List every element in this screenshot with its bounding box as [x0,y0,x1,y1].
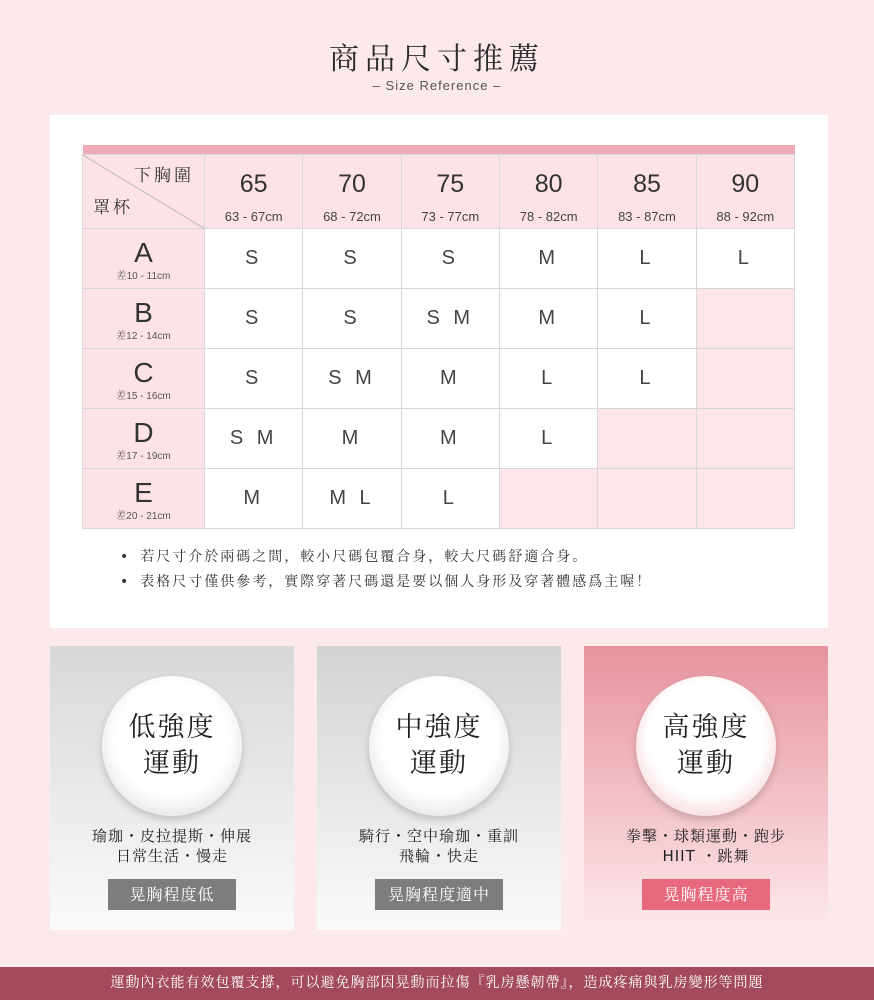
empty-cell [696,348,794,408]
intensity-circle [636,676,776,816]
band-range: 88 - 92cm [716,209,775,224]
activity-line: 拳擊・球類運動・跑步 [625,827,786,845]
size-cell: M [205,468,303,528]
cup-diff: 差17 - 19cm [116,450,171,462]
size-cell: L [401,468,499,528]
empty-cell [499,468,597,528]
cup-diff: 差15 - 16cm [116,390,171,402]
size-cell: M [499,228,597,288]
page-title: 商品尺寸推薦 [329,42,545,77]
empty-cell [696,408,794,468]
size-table [82,145,795,529]
bounce-level-badge: 晃胸程度高 [642,879,770,910]
empty-cell [598,408,696,468]
cup-letter: B [134,296,153,328]
size-cell: L [499,408,597,468]
band-header [598,154,696,228]
cup-diff: 差10 - 11cm [116,270,171,282]
empty-cell [696,288,794,348]
cup-cell [83,228,205,288]
intensity-title [369,710,509,782]
size-cell: S M [303,348,401,408]
cup-cell [83,288,205,348]
note-item: • 表格尺寸僅供參考，實際穿著尺碼還是要以個人身形及穿著體感爲主喔！ [120,570,652,595]
cup-diff: 差20 - 21cm [116,510,171,522]
band-range: 83 - 87cm [618,209,676,224]
band-header [401,154,499,228]
intensity-line2: 運動 [143,748,201,779]
cup-cell [83,348,205,408]
activity-list [584,826,828,866]
table-corner-cell [83,154,205,228]
size-cell: M L [303,468,401,528]
cup-letter: E [134,476,153,508]
empty-cell [598,468,696,528]
band-range: 68 - 72cm [323,209,381,224]
band-header [499,154,597,228]
size-cell: S [303,288,401,348]
intensity-line1: 低強度 [128,712,216,743]
size-chart-card [50,115,828,628]
band-size: 65 [239,170,268,198]
activity-list [50,826,294,866]
notes-list [120,545,652,595]
size-cell: S [205,288,303,348]
size-cell: L [598,288,696,348]
size-cell: M [303,408,401,468]
size-cell: S M [401,288,499,348]
band-size: 75 [436,170,465,198]
size-cell: M [401,408,499,468]
table-row [83,228,795,288]
bounce-level-badge: 晃胸程度適中 [375,879,503,910]
cup-cell [83,408,205,468]
band-size: 70 [338,170,366,198]
band-size: 85 [633,170,661,198]
activity-line: 飛輪・快走 [398,847,479,865]
underbust-label: 下胸圍 [134,165,194,186]
band-size: 80 [534,170,563,198]
size-cell: L [696,228,794,288]
band-header-row [83,154,795,228]
cup-cell [83,468,205,528]
intensity-circle [102,676,242,816]
size-cell: S [401,228,499,288]
intensity-line2: 運動 [677,748,735,779]
size-cell: S [205,348,303,408]
band-header [696,154,794,228]
bounce-level-badge: 晃胸程度低 [108,879,236,910]
band-size: 90 [731,170,760,198]
cup-label: 罩杯 [93,197,133,218]
table-row [83,288,795,348]
table-row [83,408,795,468]
intensity-title [636,710,776,782]
table-top-bar [83,145,795,154]
activity-line: 騎行・空中瑜珈・重訓 [358,827,519,845]
band-range: 63 - 67cm [224,209,283,224]
intensity-line1: 高強度 [662,712,750,743]
size-cell: S [303,228,401,288]
activity-line: HIIT ・跳舞 [662,847,750,865]
low-intensity-panel [50,646,294,930]
footer-banner: 運動內衣能有效包覆支撐，可以避免胸部因晃動而拉傷『乳房懸韌帶』，造成疼痛與乳房變形等問題 [0,967,874,1000]
activity-list [317,826,561,866]
band-header [303,154,401,228]
table-row [83,348,795,408]
intensity-circle [369,676,509,816]
cup-letter: D [133,416,154,448]
intensity-line2: 運動 [410,748,468,779]
cup-diff: 差12 - 14cm [116,330,171,342]
size-cell: L [499,348,597,408]
mid-intensity-panel [317,646,561,930]
intensity-line1: 中強度 [395,712,483,743]
high-intensity-panel [584,646,828,930]
size-cell: M [401,348,499,408]
page-subtitle: – Size Reference – [372,78,502,93]
empty-cell [696,468,794,528]
note-item: • 若尺寸介於兩碼之間，較小尺碼包覆合身，較大尺碼舒適合身。 [120,545,652,570]
size-cell: S M [205,408,303,468]
activity-line: 瑜珈・皮拉提斯・伸展 [91,827,252,845]
cup-letter: C [133,356,154,388]
cup-letter: A [134,236,153,268]
size-cell: M [499,288,597,348]
size-cell: L [598,348,696,408]
intensity-title [102,710,242,782]
band-range: 73 - 77cm [421,209,480,224]
size-cell: L [598,228,696,288]
size-cell: S [205,228,303,288]
table-row [83,468,795,528]
band-header [205,154,303,228]
band-range: 78 - 82cm [519,209,578,224]
activity-line: 日常生活・慢走 [115,847,228,865]
